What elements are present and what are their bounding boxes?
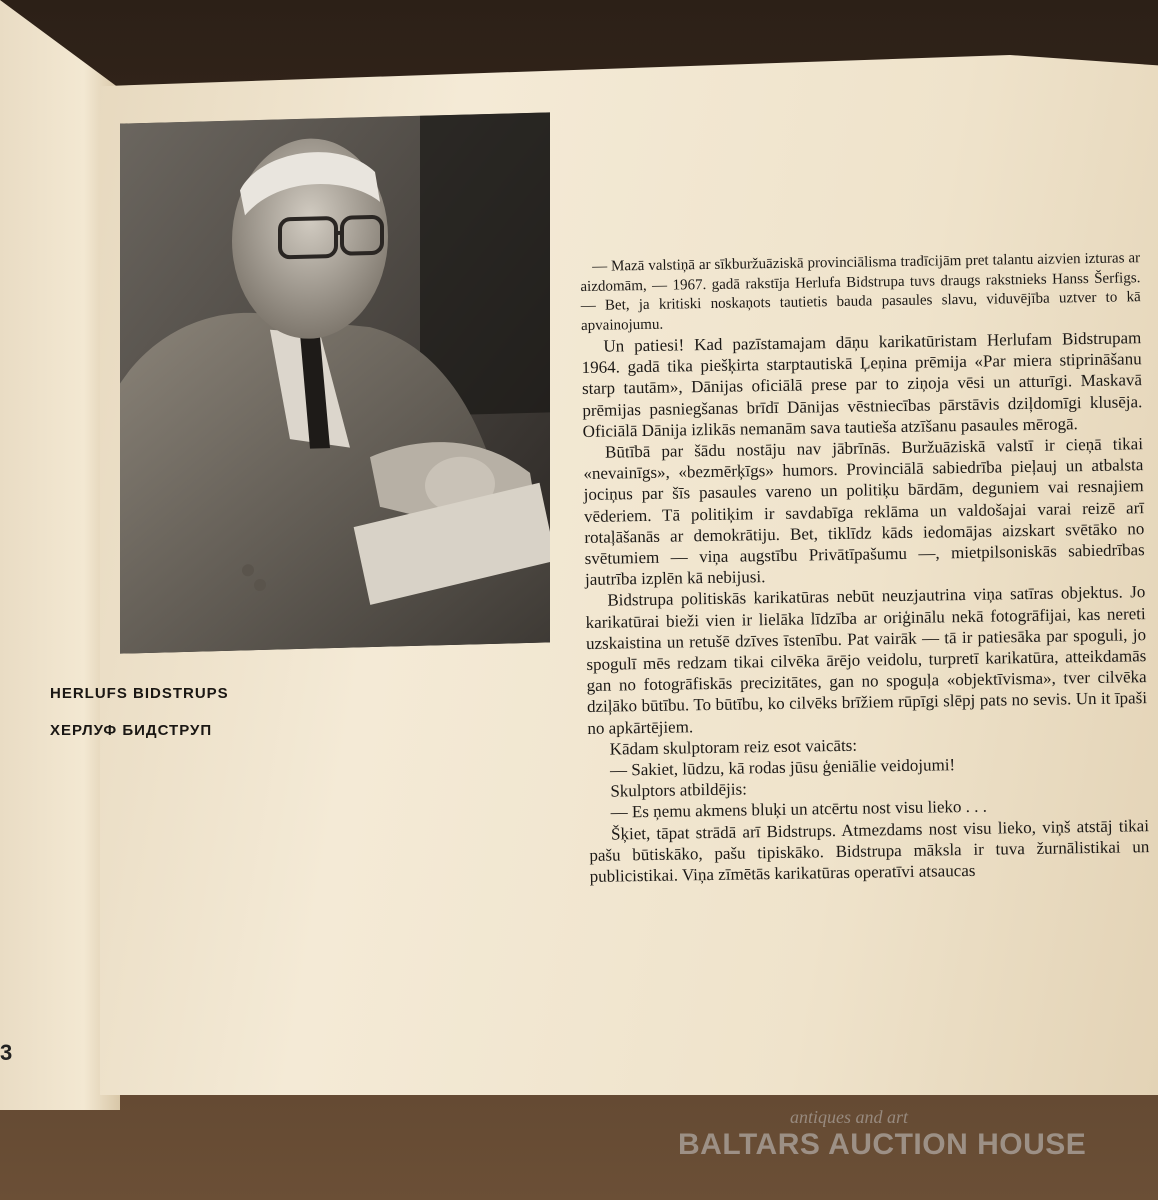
article-paragraph: Būtībā par šādu nostāju nav jābrīnās. Buržuāziskā valstī ir cieņā tikai «nevainīgs», «bezmērķīgs» humors. Provinciālā sabiedrība pieļauj un atbalsta jociņus par šīs pasaules vareno un politiķu bārdām, deguniem vai resnajiem vēderiem. Tā politiķim ir savdabīga reklāma un valdošajai varai reizē arī rotaļāšanās ar demokrātiju. Bet, tiklīdz kāds iedomājas aizskart svētāko no svētumiem — viņa augstību Privātīpašumu —, mietpilsoniskās sabiedrības jautrība izplēn kā nebijusi. (583, 434, 1145, 590)
article-paragraph: — Sakiet, lūdzu, kā rodas jūsu ģeniālie veidojumi! (609, 755, 956, 780)
article-paragraph: — Es ņemu akmens bluķi un atcērtu nost visu lieko . . . (610, 797, 988, 823)
article-text (580, 249, 1150, 887)
article-paragraph: Kādam skulptoram reiz esot vaicāts: (609, 735, 858, 759)
caption-cyrillic: ХЕРЛУФ БИДСТРУП (50, 722, 213, 739)
bleed-through-text-left (40, 655, 520, 1075)
article-paragraph: Šķiet, tāpat strādā arī Bidstrups. Atmezdams nost visu lieko, viņš atstāj tikai pašu būtiskāko, pašu tipiskāko. Bidstrupa māksla ir tuva žurnālistikai un publicistikai. Viņa zīmētās karikatūras operatīvi atsaucas (589, 815, 1150, 887)
article-paragraph: Skulptors atbildējis: (610, 779, 747, 801)
watermark-logo: BALTARS AUCTION HOUSE (678, 1128, 1087, 1161)
article-paragraph: — Mazā valstiņā ar sīkburžuāziskā provinciālisma tradīcijām pret talantu aizvien izturas ar aizdomām, — 1967. gadā rakstīja Herlufa Bidstrupa tuvs draugs rakstnieks Hanss Šerfigs. — Bet, ja kritiski noskaņots tautietis bauda pasaules slavu, viduvējība uztver to kā apvainojumu. (580, 250, 1141, 334)
article-paragraph: Bidstrupa politiskās karikatūras nebūt neuzjautrina viņa satīras objektus. Jo karikatūrai bieži vien ir lielāka līdzība ar oriģinālu nekā fotogrāfijai, kas nereti uzskaistina un retušē dzīves īstenību. Pat vairāk — tā ir patiesāka par spoguli, jo spogulī mēs redzam tikai cilvēka ārējo veidolu, turpretī karikatūra, atteikdamās gan no fotogrāfiskās precizitātes, gan no spoguļa «objektīvisma», tver cilvēka dziļāko būtību. To būtību, ko cilvēks brīžiem rūpīgi slēpj pats no sevis. Un it īpaši no apkārtējiem. (585, 582, 1148, 738)
watermark-tagline: antiques and art (790, 1107, 909, 1127)
article-paragraph: Un patiesi! Kad pazīstamajam dāņu karikatūristam Herlufam Bidstrupam 1964. gadā tika piešķirta starptautiskā Ļeņina prēmija «Par miera stiprināšanu starp tautām», Dānijas oficiālā prese par to ziņoja vēsi un atturīgi. Maskavā prēmijas pasniegšanas brīdī Dānijas vēstniecības pārstāvis dziļdomīgi klusēja. Oficiālā Dānija izlikās nemanām sava tautieša atzīšanu pasaules mērogā. (581, 328, 1143, 441)
portrait-illustration (120, 112, 550, 653)
page-number: 3 (0, 1040, 13, 1065)
portrait-photo (120, 112, 550, 653)
caption-latin: HERLUFS BIDSTRUPS (50, 685, 229, 702)
